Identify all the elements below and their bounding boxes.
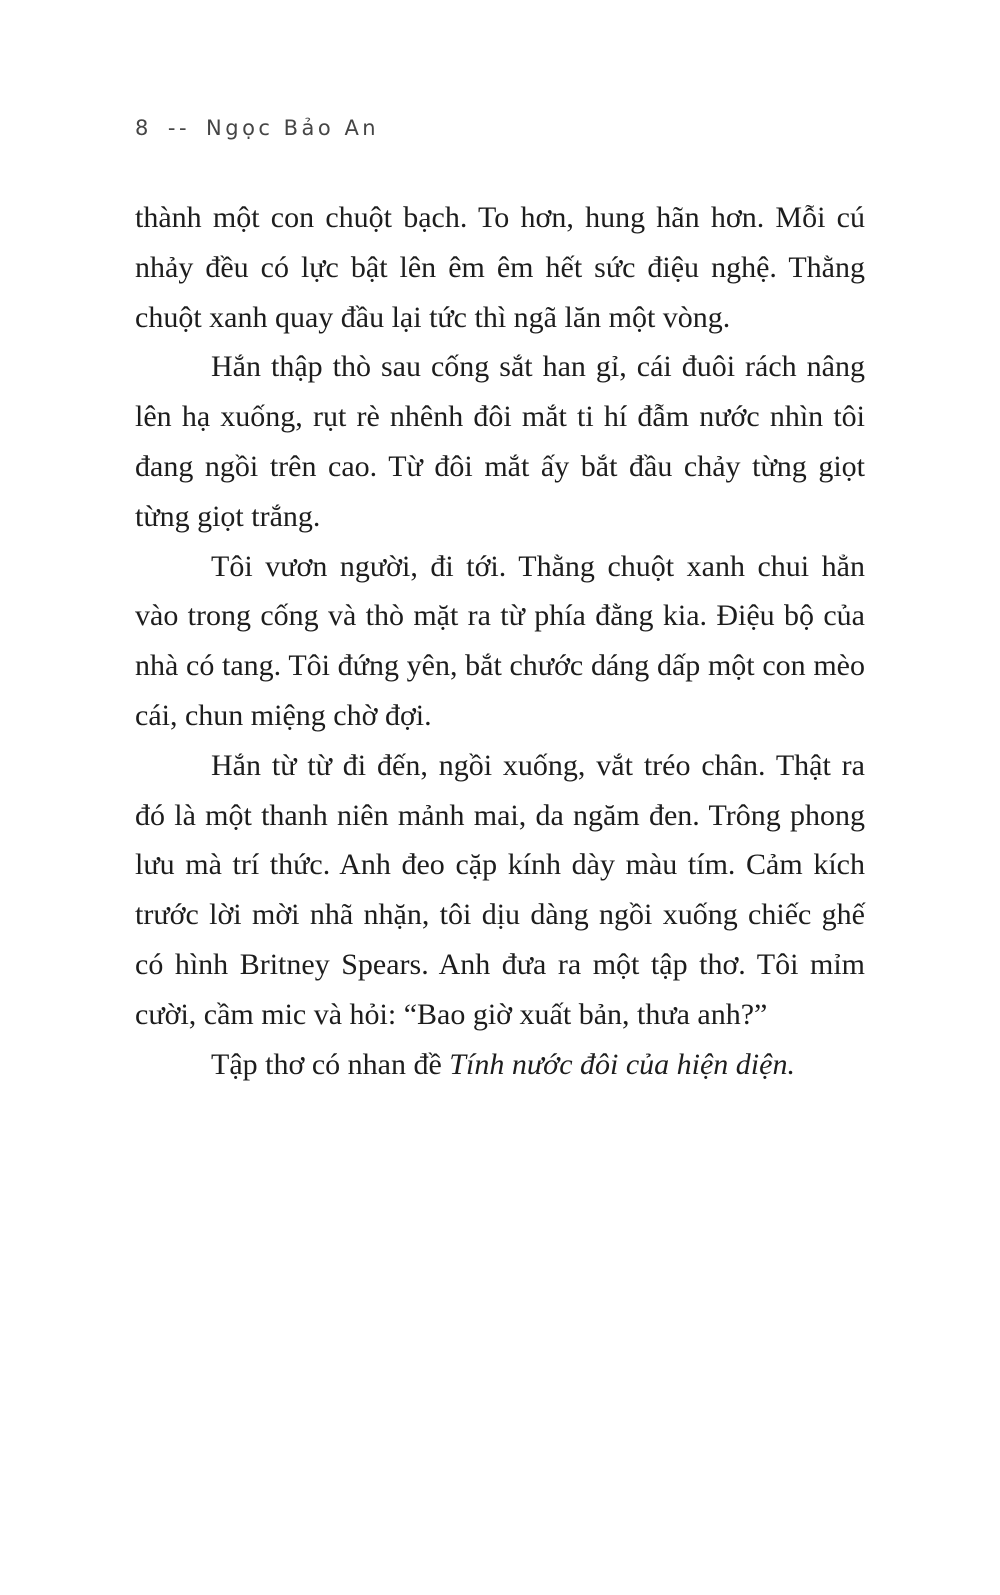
book-title: Tính nước đôi của hiện diện. bbox=[449, 1047, 795, 1081]
running-header bbox=[135, 116, 379, 140]
paragraph-1: thành một con chuột bạch. To hơn, hung hãn hơn. Mỗi cú nhảy đều có lực bật lên êm êm hết sức điệu nghệ. Thằng chuột xanh quay đầu lại tức thì ngã lăn một vòng. bbox=[135, 201, 865, 334]
page-number: 8 bbox=[135, 116, 152, 140]
header-separator: -- bbox=[167, 116, 191, 140]
paragraph-3: Tôi vươn người, đi tới. Thằng chuột xanh chui hẳn vào trong cống và thò mặt ra từ phía đằng kia. Điệu bộ của nhà có tang. Tôi đứng yên, bắt chước dáng dấp một con mèo cái, chun miệng chờ đợi. bbox=[135, 549, 865, 732]
page-body bbox=[135, 193, 865, 1089]
paragraph-5 bbox=[135, 1040, 865, 1090]
author-name: Ngọc Bảo An bbox=[206, 116, 380, 140]
paragraph-2: Hắn thập thò sau cống sắt han gỉ, cái đuôi rách nâng lên hạ xuống, rụt rè nhênh đôi mắt ti hí đẫm nước nhìn tôi đang ngồi trên cao. Từ đôi mắt ấy bắt đầu chảy từng giọt từng giọt trắng. bbox=[135, 350, 865, 533]
closing-lead: Tập thơ có nhan đề bbox=[211, 1047, 450, 1081]
paragraph-4: Hắn từ từ đi đến, ngồi xuống, vắt tréo chân. Thật ra đó là một thanh niên mảnh mai, da ngăm đen. Trông phong lưu mà trí thức. Anh đeo cặp kính dày màu tím. Cảm kích trước lời mời nhã nhặn, tôi dịu dàng ngồi xuống chiếc ghế có hình Britney Spears. Anh đưa ra một tập thơ. Tôi mỉm cười, cầm mic và hỏi: “Bao giờ xuất bản, thưa anh?” bbox=[135, 748, 865, 1031]
